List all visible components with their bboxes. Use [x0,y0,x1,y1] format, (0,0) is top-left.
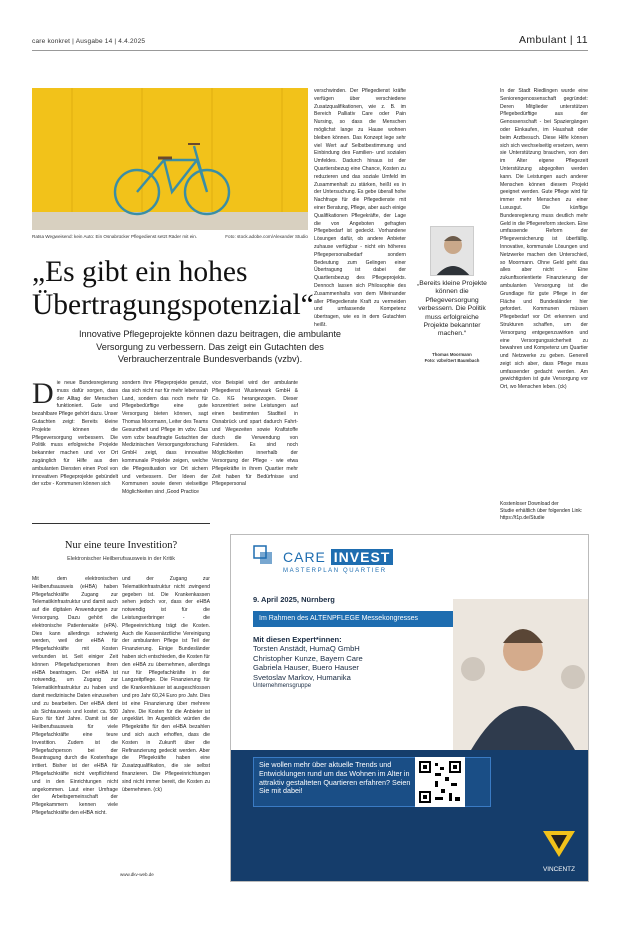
pull-quote: „Bereits kleine Projekte können die Pflegeversorgung verbessern. Die Politik muss erfolgreiche Projekte bekannter machen.“ [417,280,487,338]
speaker-item: Christopher Kunze, Bayern Care [253,653,363,663]
sidebar-column-2: und der Zugang zur Telematikinfrastruktur nicht zwingend gegeben ist. Die Krankenkassen sehen jedoch vor, dass der eHBA notwendig ist für die Leistungserbringer - die Pflegeeinrichtung trägt die Kosten. Auch die Kassenärztliche Vereinigung der ambulanten Pflege ist Teil der Finanzierung. Einige Bundesländer haben sich entschieden, die Kosten für den eHBA zu übernehmen, allerdings nur für Pflegefachkräfte in der Langzeitpflege. Die Finanzierung für die Krankenhäuser ist ausgeschlossen und pro Jahr 60,24 Euro pro Jahr. Dies ist eine Finanzierung über mehrere Jahre. Die Kosten für die Anbieter ist ungeklärt. Im Augenblick würden die Pflegekräfte für den eHBA bezahlen und sich auch erhoffen, dass die Kosten in Zukunft über die Refinanzierung gedeckt werden. Aber die Pflegekräfte haben eine Zusatzqualifikation, die sie selbst finanzieren. Die Pflegeeinrichtungen sind nicht immer bereit, die Kosten zu übernehmen. (ck) [122,576,210,793]
ad-brand [283,549,393,565]
column-text: ie neue Bundesregierung muss dafür sorgen, dass der Alltag der Menschen funktioniert. Gute und bezahlbare Pflege gehört dazu. Unser Gutachten zeigt: Bereits kleine Projekte können die Pflegeversorgung verbessern. Die Politik muss erfolgreiche Projekte bekannter machen und vor Ort zugänglich für Hilfe aus den ambulanten Diensten einen Pool von innovativen Pflegeprojekte gebündelt der vzbv - Kommunen können sich [32,380,118,488]
audience-illustration [453,599,589,750]
header-issue: care konkret | Ausgabe 14 | 4.4.2025 [32,38,146,45]
article-column-1 [32,380,118,510]
bicycle-illustration [32,88,308,230]
speaker-item: Gabriela Hauser, Buero Hauser [253,663,359,673]
care-invest-ad[interactable] [230,534,589,882]
article-column-4: verschwinden. Der Pflegedienst kräfte verfügen über verschiedene Zusatzqualifikationen, wie z. B. im Bereich Palliativ Care oder Pain Nursing, so dass die Menschen möglichst lange zu Hause wohnen bleiben können. Das Konzept lege sehr viel Wert auf Selbstbestimmung und Einbindung des Familien- und sozialen Umfeldes. Dadurch hinaus ist der Quartiersbezug eine Chance, Kosten zu reduzieren und das soziale Umfeld im Zusammenhalt zu stärken, heißt es in der Untersuchung. Es gebe überall hohe Nachfrage für die Pflegedienste mit einer Beratung, Pflege, aber auch einige Qualifikationen Pflegekräfte, der Lage die von Angeboten gefragten Pflegebedarf ist gedeckt. Vorhandene Lösungen dafür, ob andere Anbieter zuhause verfügbar - nicht ein höheres Pflegepersonalbedarf sondern Bedeutung zum Gelingen einer Übertragung ist dabei der Quartiersbezug des Pflegeprojekts. Dennoch lassen sich Philosophie des Zusammenhalts von dem Miteinander aller Pflegedienste Kraft zu vermeiden und umfassende Kompetenz übertragen, wie es in dem Gutachten heißt. [314,88,406,328]
quote-photo-credit: Foto: vzbv/Gert Baumbach [424,357,480,363]
speakers-label: Mit diesen Expert*innen: [253,635,342,644]
sidebar-url[interactable]: www.dkv-web.de [120,872,154,877]
ad-audience-photo [453,599,589,750]
ad-subtitle: MASTERPLAN QUARTIER [283,568,387,574]
quote-name: Thomas Moormann [432,352,472,357]
article-column-5: In der Stadt Riedlingen wurde eine Seniorengenossenschaft gegründet: Deren Mitglieder unterstützen Pflegebedürftige aus der Genossenschaft - bei Spaziergängen oder Einkaufen, im Haushalt oder beim Arztbesuch. Diese Hilfe können sich sich wechselseitig ersetzen, wenn sie Unterstützung brauchen, von den im Alter eigene Pflegezeit Unterstützung abgegolten werden kann. Die Leistungen auch anderer Menschen können diesem Projekt geeignet werden. Gute Pflege wird für immer mehr Menschen zu einer Luxusgut. Die künftige Bundesregierung muss deutlich mehr Geld in die Pflegereform stecken. Eine umfassende Reform der Pflegeversicherung ist überfällig. Innovative, kommunale Lösungen und Netzwerke machen den Unterschied, so Moormann. Ohne Geld geht das alles aber nicht - Eine zukunftsorientierte Finanzierung der ambulanten Versorgung ist die Grundlage für gute Pflege in der Fläche und Bundesländer hier gefordert. Kommunen müssen Pflegebedarf vor Ort erkennen und Strukturen schaffen, um der Versorgung entgegenzuwirken und eine Versorgungssicherheit zu bewahren und Kompetenz um Quartier und Netzwerke zu geben. Generell zeigt sich aber, dass Pflege muss umfassender gedacht werden. Am gewichtigsten ist gute Versorgung vor Ort, wo Menschen leben. (ck) [500,88,588,391]
portrait-illustration [431,227,474,276]
quote-attribution [412,352,492,363]
vincentz-label: VINCENTZ [543,866,575,873]
speaker-item: Torsten Anstädt, HumaQ GmbH [253,644,360,654]
bicycle-photo [32,88,308,230]
photo-credit: Foto: stock.adobe.com/Alexander Studio [225,234,308,239]
dropcap: D [32,380,54,410]
ad-band: Im Rahmen des ALTENPFLEGE Messekongresses [253,611,461,627]
sidebar-column-1: Mit dem elektronischen Heilberufsausweis (eHBA) haben Pflegefachkräfte Zugang zur Telematikinfrastruktur und damit auch auf die digitalen Anwendungen zur Versorgung. Dazu gehört die elektronische Patientenakte (ePA). Dies kann allerdings schwierig werden, weil der eHBA für Pflegefachkräfte mit Kosten verbunden ist. Seit einiger Zeit können Pflegefachpersonen ihren eHBA beantragen. Der eHBA ist notwendig, um Zugang zur Telematikinfrastruktur zu haben und damit medizinische Daten einzusehen und zu bearbeiten. Der eHBA dient als Sichtausweis und kostet ca. 500 Euro für fünf Jahre. Damit ist der Heilberufsausweis für viele Pflegefachkräfte eine teure Investition. Zudem ist die Pflegefachperson bei der Beantragung durch die Kostenfrage irritiert. Bisher ist der eHBA für Pflegefachkräfte nicht verpflichtend und in den Einrichtungen nicht angekommen. Laut einer Umfrage der Arbeitsgemeinschaft der Pflegekammern kennen viele Pflegefachkräfte den eHBA nicht. [32,576,118,816]
sidebar-subtitle: Elektronischer Heilberufsausweis in der Kritik [67,556,175,562]
caption-text: Ratsa Wegweisend: kein Auto: Ein Osnabrücker Pflegedienst setzt Räder mit ein. [32,234,198,239]
article-lede: Innovative Pflegeprojekte können dazu beitragen, die ambulante Versorgung zu verbessern. Das zeigt ein Gutachten des Verbraucherzentrale Bundesverbands (vzbv). [78,329,342,365]
care-invest-logo-icon [253,545,273,565]
ad-cta-text: Sie wollen mehr über aktuelle Trends und Entwicklungen rund um das Wohnen im Alter in attraktiv gestalteten Quartieren erfahren? Seien Sie mit dabei! [259,760,411,796]
article-column-2: sondern ihre Pflegeprojekte genutzt, das sich nicht nur für mehr lebensnah Land, sondern das noch mehr für Pflegebedürftige eine gute Versorgung bieten können, sagt Thomas Moormann, Leiter des Teams Gesundheit und Pflege im vzbv. Das vom vzbv beauftragte Gutachten der Medizinischen Versorgungsforschung GmbH zeigt, dass innovative kommunale Projekte zeigen, welche die Pflegesituation vor Ort sichern und verbessern. Der Ideen der Kommunen sowie deren vielseitige Möglichkeiten sind ,Good Practice [122,380,208,496]
download-title: Kostenloser Download der [500,501,559,507]
download-link[interactable]: Studie erhältlich über folgenden Link: https://t1p.de/Studie [500,508,583,521]
qr-code-icon[interactable] [415,757,465,807]
speakers-tail: Unternehmensgruppe [253,683,312,690]
sidebar-divider [32,523,210,524]
article-headline: „Es gibt ein hohes Übertragungspotenzial“ [32,256,314,321]
brand-invest: INVEST [331,549,394,565]
article-column-3: vice Beispiel wird der ambulante Pflegedienst Wusterwark GmbH & Co. KG herangezogen. Dieser konzentriert seine Leistungen auf einen bestimmten Stadtteil in Osnabrück und spart dadurch Fahrt- und Wegezeiten sowie Kraftstoffe durch die Verwendung von Fahrrädern. Es sind noch Möglichkeiten innerhalb der Versorgung der Pflege - wie etwa Pflegekräfte in ihrem Quartier mehr Zeit haben für Bedürfnisse und Pflegepersonal [212,380,298,488]
ad-speakers [253,635,453,691]
qr-pattern [417,759,463,805]
vincentz-logo-icon [539,825,579,875]
photo-caption [32,234,308,239]
brand-care: CARE [283,549,326,565]
header-section: Ambulant | 11 [518,34,588,46]
download-note [500,501,588,522]
sidebar-title: Nur eine teure Investition? [64,540,178,551]
speaker-item: Svetoslav Markov, Humanika [253,672,351,682]
ad-date: 9. April 2025, Nürnberg [253,595,335,604]
author-portrait [430,226,474,276]
header-divider [32,50,588,51]
